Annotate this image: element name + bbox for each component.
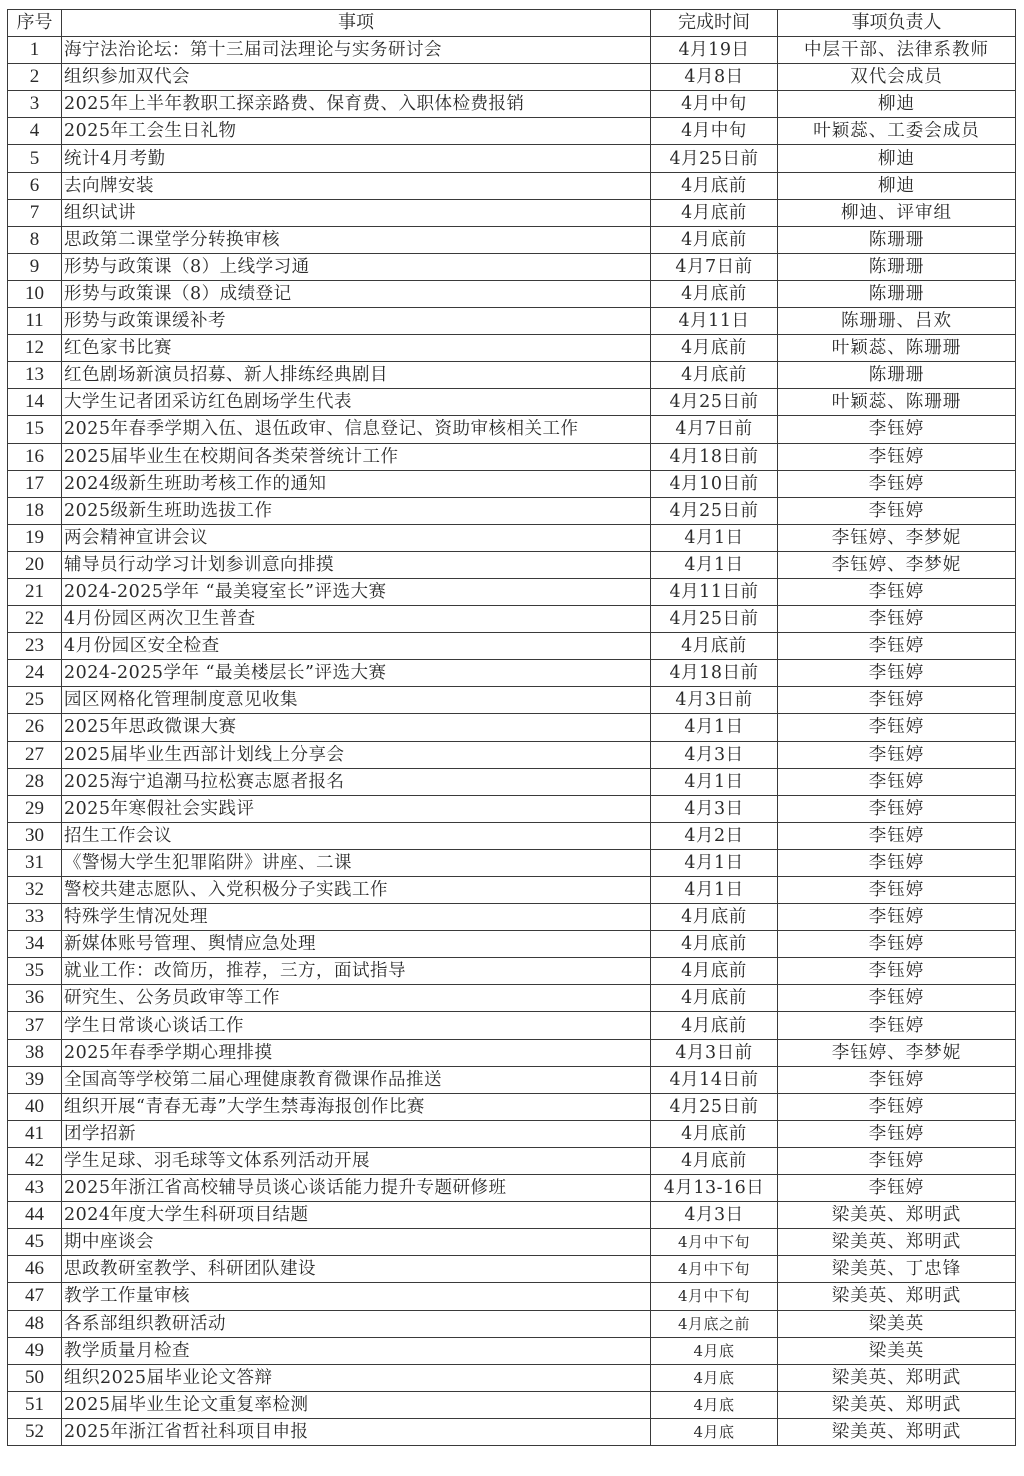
- row-serial-number: 14: [8, 389, 62, 416]
- row-completion-time: 4月底: [651, 1364, 778, 1391]
- table-row: [8, 308, 1016, 335]
- row-responsible-person: 陈珊珊、吕欢: [778, 308, 1016, 335]
- row-serial-number: 36: [8, 985, 62, 1012]
- row-completion-time: 4月10日前: [651, 470, 778, 497]
- row-task-item: 各系部组织教研活动: [62, 1310, 651, 1337]
- table-row: [8, 1066, 1016, 1093]
- row-serial-number: 34: [8, 931, 62, 958]
- table-row: [8, 849, 1016, 876]
- table-row: [8, 551, 1016, 578]
- table-row: [8, 389, 1016, 416]
- row-task-item: 2025届毕业生西部计划线上分享会: [62, 741, 651, 768]
- row-completion-time: 4月19日: [651, 37, 778, 64]
- row-responsible-person: 李钰婷: [778, 1147, 1016, 1174]
- table-header-row: [8, 10, 1016, 37]
- row-serial-number: 33: [8, 904, 62, 931]
- row-responsible-person: 李钰婷: [778, 633, 1016, 660]
- row-task-item: 2025年上半年教职工探亲路费、保育费、入职体检费报销: [62, 91, 651, 118]
- row-responsible-person: 李钰婷: [778, 1175, 1016, 1202]
- task-table: [7, 9, 1016, 1446]
- row-completion-time: 4月底前: [651, 1012, 778, 1039]
- row-completion-time: 4月2日: [651, 822, 778, 849]
- row-completion-time: 4月11日: [651, 308, 778, 335]
- row-completion-time: 4月底前: [651, 633, 778, 660]
- row-responsible-person: 李钰婷: [778, 768, 1016, 795]
- row-completion-time: 4月3日前: [651, 1039, 778, 1066]
- row-serial-number: 30: [8, 822, 62, 849]
- row-task-item: 红色家书比赛: [62, 335, 651, 362]
- table-row: [8, 1202, 1016, 1229]
- header-serial-number: 序号: [8, 10, 62, 37]
- row-serial-number: 41: [8, 1120, 62, 1147]
- row-completion-time: 4月中旬: [651, 118, 778, 145]
- row-responsible-person: 李钰婷、李梦妮: [778, 551, 1016, 578]
- table-row: [8, 524, 1016, 551]
- row-responsible-person: 梁美英、郑明武: [778, 1283, 1016, 1310]
- row-completion-time: 4月1日: [651, 524, 778, 551]
- table-row: [8, 443, 1016, 470]
- table-row: [8, 768, 1016, 795]
- row-task-item: 2024年度大学生科研项目结题: [62, 1202, 651, 1229]
- table-row: [8, 1391, 1016, 1418]
- row-task-item: 2025海宁追潮马拉松赛志愿者报名: [62, 768, 651, 795]
- row-serial-number: 46: [8, 1256, 62, 1283]
- row-responsible-person: 李钰婷: [778, 877, 1016, 904]
- row-completion-time: 4月25日前: [651, 389, 778, 416]
- header-task-item: 事项: [62, 10, 651, 37]
- row-completion-time: 4月底前: [651, 199, 778, 226]
- row-serial-number: 2: [8, 64, 62, 91]
- row-responsible-person: 柳迪: [778, 145, 1016, 172]
- row-completion-time: 4月底前: [651, 335, 778, 362]
- row-responsible-person: 李钰婷: [778, 1120, 1016, 1147]
- table-row: [8, 1093, 1016, 1120]
- row-task-item: 思政第二课堂学分转换审核: [62, 226, 651, 253]
- table-row: [8, 606, 1016, 633]
- row-serial-number: 17: [8, 470, 62, 497]
- row-serial-number: 50: [8, 1364, 62, 1391]
- table-row: [8, 1283, 1016, 1310]
- row-completion-time: 4月底前: [651, 226, 778, 253]
- row-completion-time: 4月底前: [651, 362, 778, 389]
- row-completion-time: 4月底前: [651, 280, 778, 307]
- row-serial-number: 52: [8, 1418, 62, 1445]
- row-responsible-person: 柳迪: [778, 172, 1016, 199]
- row-responsible-person: 李钰婷: [778, 741, 1016, 768]
- row-responsible-person: 李钰婷: [778, 1012, 1016, 1039]
- table-row: [8, 172, 1016, 199]
- header-responsible-person: 事项负责人: [778, 10, 1016, 37]
- row-completion-time: 4月13-16日: [651, 1175, 778, 1202]
- row-responsible-person: 中层干部、法律系教师: [778, 37, 1016, 64]
- row-task-item: 园区网格化管理制度意见收集: [62, 687, 651, 714]
- row-responsible-person: 梁美英: [778, 1337, 1016, 1364]
- row-responsible-person: 李钰婷: [778, 958, 1016, 985]
- table-row: [8, 199, 1016, 226]
- row-task-item: 去向牌安装: [62, 172, 651, 199]
- row-responsible-person: 李钰婷: [778, 822, 1016, 849]
- row-serial-number: 15: [8, 416, 62, 443]
- row-task-item: 辅导员行动学习计划参训意向排摸: [62, 551, 651, 578]
- row-serial-number: 25: [8, 687, 62, 714]
- row-serial-number: 6: [8, 172, 62, 199]
- row-responsible-person: 梁美英、郑明武: [778, 1202, 1016, 1229]
- row-completion-time: 4月14日前: [651, 1066, 778, 1093]
- table-row: [8, 578, 1016, 605]
- row-responsible-person: 李钰婷: [778, 687, 1016, 714]
- row-completion-time: 4月中下旬: [651, 1229, 778, 1256]
- row-task-item: 形势与政策课（8）上线学习通: [62, 253, 651, 280]
- row-completion-time: 4月底前: [651, 985, 778, 1012]
- table-row: [8, 1256, 1016, 1283]
- table-row: [8, 958, 1016, 985]
- row-serial-number: 1: [8, 37, 62, 64]
- row-task-item: 2024级新生班助考核工作的通知: [62, 470, 651, 497]
- row-responsible-person: 双代会成员: [778, 64, 1016, 91]
- row-task-item: 形势与政策课（8）成绩登记: [62, 280, 651, 307]
- table-row: [8, 741, 1016, 768]
- row-task-item: 2025年寒假社会实践评: [62, 795, 651, 822]
- row-task-item: 红色剧场新演员招募、新人排练经典剧目: [62, 362, 651, 389]
- row-serial-number: 29: [8, 795, 62, 822]
- table-row: [8, 362, 1016, 389]
- table-row: [8, 1310, 1016, 1337]
- row-task-item: 全国高等学校第二届心理健康教育微课作品推送: [62, 1066, 651, 1093]
- row-task-item: 大学生记者团采访红色剧场学生代表: [62, 389, 651, 416]
- row-task-item: 2025年工会生日礼物: [62, 118, 651, 145]
- row-completion-time: 4月底之前: [651, 1310, 778, 1337]
- row-serial-number: 7: [8, 199, 62, 226]
- row-responsible-person: 李钰婷: [778, 578, 1016, 605]
- row-completion-time: 4月18日前: [651, 443, 778, 470]
- row-completion-time: 4月底前: [651, 958, 778, 985]
- row-responsible-person: 李钰婷: [778, 1066, 1016, 1093]
- row-task-item: 2025年浙江省高校辅导员谈心谈话能力提升专题研修班: [62, 1175, 651, 1202]
- table-row: [8, 877, 1016, 904]
- row-serial-number: 31: [8, 849, 62, 876]
- row-completion-time: 4月11日前: [651, 578, 778, 605]
- row-responsible-person: 叶颖蕊、陈珊珊: [778, 389, 1016, 416]
- row-task-item: 4月份园区安全检查: [62, 633, 651, 660]
- row-completion-time: 4月底: [651, 1391, 778, 1418]
- row-task-item: 思政教研室教学、科研团队建设: [62, 1256, 651, 1283]
- row-completion-time: 4月中下旬: [651, 1283, 778, 1310]
- table-row: [8, 280, 1016, 307]
- table-row: [8, 1012, 1016, 1039]
- row-completion-time: 4月18日前: [651, 660, 778, 687]
- table-row: [8, 37, 1016, 64]
- table-row: [8, 1147, 1016, 1174]
- table-row: [8, 633, 1016, 660]
- row-task-item: 新媒体账号管理、舆情应急处理: [62, 931, 651, 958]
- table-row: [8, 64, 1016, 91]
- row-serial-number: 32: [8, 877, 62, 904]
- table-row: [8, 1120, 1016, 1147]
- row-task-item: 2024-2025学年 “最美楼层长”评选大赛: [62, 660, 651, 687]
- table-row: [8, 226, 1016, 253]
- row-responsible-person: 李钰婷、李梦妮: [778, 1039, 1016, 1066]
- row-task-item: 2025年春季学期心理排摸: [62, 1039, 651, 1066]
- table-row: [8, 1039, 1016, 1066]
- row-serial-number: 28: [8, 768, 62, 795]
- row-task-item: 《警惕大学生犯罪陷阱》讲座、二课: [62, 849, 651, 876]
- row-responsible-person: 李钰婷: [778, 470, 1016, 497]
- row-serial-number: 27: [8, 741, 62, 768]
- table-row: [8, 470, 1016, 497]
- row-serial-number: 42: [8, 1147, 62, 1174]
- row-task-item: 组织试讲: [62, 199, 651, 226]
- row-task-item: 形势与政策课缓补考: [62, 308, 651, 335]
- row-task-item: 团学招新: [62, 1120, 651, 1147]
- table-row: [8, 931, 1016, 958]
- row-serial-number: 5: [8, 145, 62, 172]
- row-task-item: 统计4月考勤: [62, 145, 651, 172]
- row-task-item: 教学质量月检查: [62, 1337, 651, 1364]
- row-task-item: 警校共建志愿队、入党积极分子实践工作: [62, 877, 651, 904]
- row-task-item: 组织参加双代会: [62, 64, 651, 91]
- row-serial-number: 35: [8, 958, 62, 985]
- row-completion-time: 4月25日前: [651, 1093, 778, 1120]
- row-serial-number: 26: [8, 714, 62, 741]
- row-serial-number: 48: [8, 1310, 62, 1337]
- table-row: [8, 253, 1016, 280]
- task-schedule-sheet: [7, 9, 1015, 1446]
- row-task-item: 学生足球、羽毛球等文体系列活动开展: [62, 1147, 651, 1174]
- row-serial-number: 37: [8, 1012, 62, 1039]
- row-task-item: 期中座谈会: [62, 1229, 651, 1256]
- row-responsible-person: 陈珊珊: [778, 362, 1016, 389]
- row-responsible-person: 梁美英、郑明武: [778, 1391, 1016, 1418]
- row-serial-number: 44: [8, 1202, 62, 1229]
- row-serial-number: 4: [8, 118, 62, 145]
- row-completion-time: 4月8日: [651, 64, 778, 91]
- row-completion-time: 4月中下旬: [651, 1256, 778, 1283]
- row-task-item: 2025届毕业生论文重复率检测: [62, 1391, 651, 1418]
- table-row: [8, 822, 1016, 849]
- header-completion-time: 完成时间: [651, 10, 778, 37]
- row-task-item: 学生日常谈心谈话工作: [62, 1012, 651, 1039]
- row-responsible-person: 李钰婷: [778, 1093, 1016, 1120]
- row-serial-number: 39: [8, 1066, 62, 1093]
- row-serial-number: 10: [8, 280, 62, 307]
- row-completion-time: 4月底前: [651, 1147, 778, 1174]
- table-row: [8, 1229, 1016, 1256]
- row-responsible-person: 梁美英、郑明武: [778, 1364, 1016, 1391]
- row-task-item: 2025级新生班助选拔工作: [62, 497, 651, 524]
- row-responsible-person: 李钰婷: [778, 443, 1016, 470]
- row-responsible-person: 李钰婷: [778, 416, 1016, 443]
- table-row: [8, 795, 1016, 822]
- table-row: [8, 660, 1016, 687]
- row-responsible-person: 李钰婷: [778, 660, 1016, 687]
- row-responsible-person: 李钰婷: [778, 606, 1016, 633]
- row-completion-time: 4月25日前: [651, 145, 778, 172]
- row-responsible-person: 叶颖蕊、工委会成员: [778, 118, 1016, 145]
- row-completion-time: 4月底前: [651, 1120, 778, 1147]
- row-serial-number: 51: [8, 1391, 62, 1418]
- row-completion-time: 4月25日前: [651, 606, 778, 633]
- table-row: [8, 904, 1016, 931]
- row-completion-time: 4月底: [651, 1418, 778, 1445]
- row-completion-time: 4月1日: [651, 551, 778, 578]
- row-completion-time: 4月1日: [651, 714, 778, 741]
- table-row: [8, 91, 1016, 118]
- row-responsible-person: 李钰婷: [778, 497, 1016, 524]
- row-responsible-person: 陈珊珊: [778, 226, 1016, 253]
- row-serial-number: 22: [8, 606, 62, 633]
- row-completion-time: 4月3日: [651, 741, 778, 768]
- row-serial-number: 24: [8, 660, 62, 687]
- row-task-item: 2025年浙江省哲社科项目申报: [62, 1418, 651, 1445]
- row-responsible-person: 梁美英、郑明武: [778, 1418, 1016, 1445]
- table-row: [8, 335, 1016, 362]
- table-row: [8, 1418, 1016, 1445]
- row-serial-number: 8: [8, 226, 62, 253]
- row-responsible-person: 梁美英、丁忠锋: [778, 1256, 1016, 1283]
- row-completion-time: 4月25日前: [651, 497, 778, 524]
- row-completion-time: 4月3日: [651, 1202, 778, 1229]
- row-responsible-person: 李钰婷: [778, 795, 1016, 822]
- row-responsible-person: 李钰婷: [778, 849, 1016, 876]
- table-row: [8, 1364, 1016, 1391]
- row-serial-number: 47: [8, 1283, 62, 1310]
- row-serial-number: 23: [8, 633, 62, 660]
- table-row: [8, 1337, 1016, 1364]
- row-responsible-person: 陈珊珊: [778, 280, 1016, 307]
- row-serial-number: 38: [8, 1039, 62, 1066]
- row-responsible-person: 李钰婷: [778, 904, 1016, 931]
- row-completion-time: 4月中旬: [651, 91, 778, 118]
- row-task-item: 研究生、公务员政审等工作: [62, 985, 651, 1012]
- row-completion-time: 4月7日前: [651, 416, 778, 443]
- row-task-item: 2025年思政微课大赛: [62, 714, 651, 741]
- row-serial-number: 19: [8, 524, 62, 551]
- row-completion-time: 4月底前: [651, 931, 778, 958]
- row-task-item: 2025届毕业生在校期间各类荣誉统计工作: [62, 443, 651, 470]
- row-task-item: 特殊学生情况处理: [62, 904, 651, 931]
- row-task-item: 招生工作会议: [62, 822, 651, 849]
- row-responsible-person: 李钰婷: [778, 985, 1016, 1012]
- row-responsible-person: 李钰婷、李梦妮: [778, 524, 1016, 551]
- row-responsible-person: 梁美英、郑明武: [778, 1229, 1016, 1256]
- row-serial-number: 12: [8, 335, 62, 362]
- row-task-item: 就业工作：改简历，推荐，三方，面试指导: [62, 958, 651, 985]
- row-task-item: 海宁法治论坛：第十三届司法理论与实务研讨会: [62, 37, 651, 64]
- row-serial-number: 21: [8, 578, 62, 605]
- row-completion-time: 4月7日前: [651, 253, 778, 280]
- row-task-item: 4月份园区两次卫生普查: [62, 606, 651, 633]
- row-serial-number: 3: [8, 91, 62, 118]
- table-row: [8, 714, 1016, 741]
- row-responsible-person: 柳迪: [778, 91, 1016, 118]
- row-responsible-person: 陈珊珊: [778, 253, 1016, 280]
- row-task-item: 教学工作量审核: [62, 1283, 651, 1310]
- table-row: [8, 687, 1016, 714]
- row-serial-number: 11: [8, 308, 62, 335]
- row-serial-number: 43: [8, 1175, 62, 1202]
- row-completion-time: 4月3日前: [651, 687, 778, 714]
- row-task-item: 组织2025届毕业论文答辩: [62, 1364, 651, 1391]
- row-task-item: 两会精神宣讲会议: [62, 524, 651, 551]
- row-responsible-person: 柳迪、评审组: [778, 199, 1016, 226]
- row-completion-time: 4月底前: [651, 904, 778, 931]
- row-serial-number: 18: [8, 497, 62, 524]
- table-row: [8, 1175, 1016, 1202]
- row-task-item: 组织开展“青春无毒”大学生禁毒海报创作比赛: [62, 1093, 651, 1120]
- row-serial-number: 20: [8, 551, 62, 578]
- row-task-item: 2025年春季学期入伍、退伍政审、信息登记、资助审核相关工作: [62, 416, 651, 443]
- row-completion-time: 4月底: [651, 1337, 778, 1364]
- row-serial-number: 16: [8, 443, 62, 470]
- table-row: [8, 497, 1016, 524]
- row-responsible-person: 梁美英: [778, 1310, 1016, 1337]
- row-responsible-person: 李钰婷: [778, 931, 1016, 958]
- row-serial-number: 13: [8, 362, 62, 389]
- row-completion-time: 4月1日: [651, 768, 778, 795]
- table-row: [8, 985, 1016, 1012]
- row-completion-time: 4月1日: [651, 877, 778, 904]
- row-completion-time: 4月底前: [651, 172, 778, 199]
- row-responsible-person: 叶颖蕊、陈珊珊: [778, 335, 1016, 362]
- table-row: [8, 416, 1016, 443]
- row-completion-time: 4月3日: [651, 795, 778, 822]
- row-serial-number: 40: [8, 1093, 62, 1120]
- row-responsible-person: 李钰婷: [778, 714, 1016, 741]
- table-row: [8, 118, 1016, 145]
- row-completion-time: 4月1日: [651, 849, 778, 876]
- table-body: [8, 37, 1016, 1446]
- row-serial-number: 49: [8, 1337, 62, 1364]
- row-task-item: 2024-2025学年 “最美寝室长”评选大赛: [62, 578, 651, 605]
- table-row: [8, 145, 1016, 172]
- row-serial-number: 9: [8, 253, 62, 280]
- row-serial-number: 45: [8, 1229, 62, 1256]
